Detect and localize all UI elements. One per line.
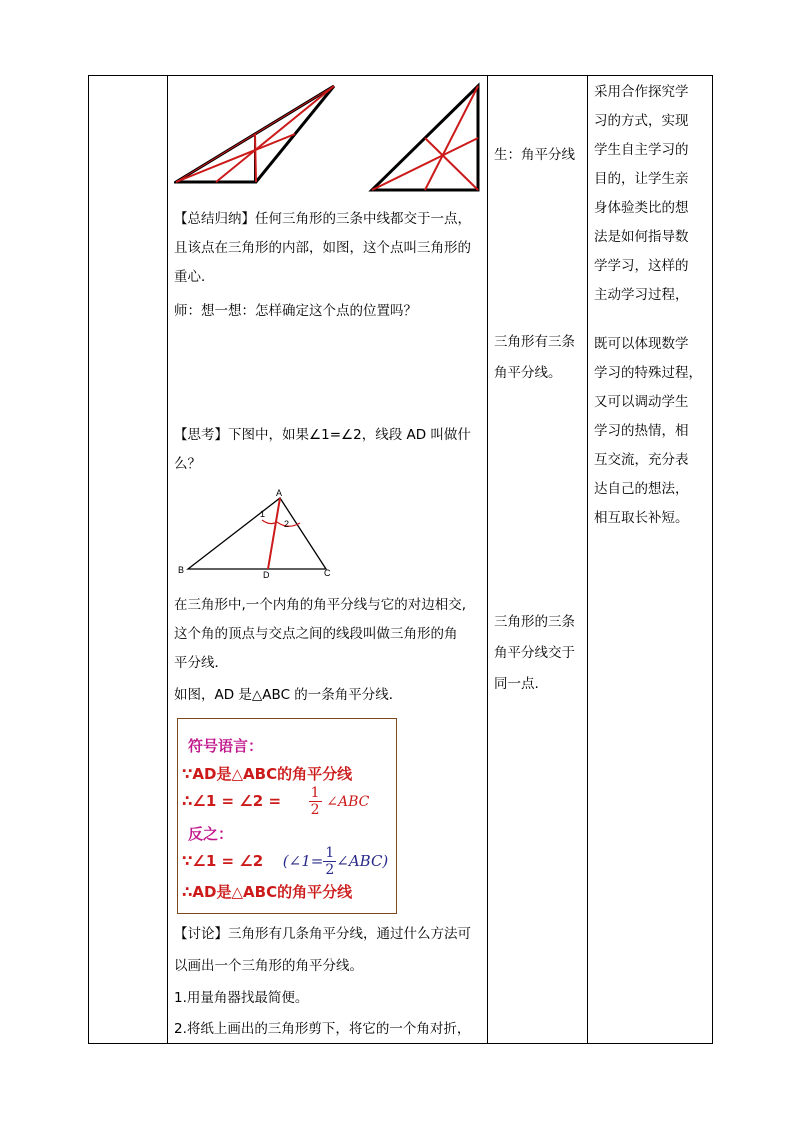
- example-text: 如图，AD 是△ABC 的一条角平分线．: [174, 687, 403, 703]
- note1-line-2: 角平分线。: [494, 365, 562, 381]
- intent-line: 习的方式，实现: [594, 113, 689, 129]
- symbol-title: 符号语言：: [188, 737, 264, 755]
- note1-line-1: 三角形有三条: [494, 334, 575, 350]
- summary-line-1: 【总结归纳】任何三角形的三条中线都交于一点，: [174, 211, 471, 227]
- intent-line: 主动学习过程，: [594, 287, 689, 303]
- symbol-language-box: [177, 718, 397, 914]
- symbol-line-4: ∴AD是△ABC的角平分线: [182, 883, 353, 901]
- student-column: [488, 76, 588, 1044]
- blank-column: [89, 76, 168, 1044]
- symbol-line-3: ∵∠1 = ∠2 (∠1= $\frac{1}{2}$ ∠ABC): [182, 845, 389, 878]
- symbol-line-2: ∴∠1 = ∠2 = $\frac{1}{2}$ ∠ABC: [182, 785, 370, 818]
- think-line-1: 【思考】下图中，如果∠1=∠2，线段 AD 叫做什: [174, 427, 471, 443]
- summary-line-2: 且该点在三角形的内部，如图，这个点叫三角形的: [174, 240, 471, 256]
- definition-line-2: 这个角的顶点与交点之间的线段叫做三角形的角: [174, 626, 458, 642]
- definition-line-3: 平分线．: [174, 655, 228, 671]
- intent-line: 达自己的想法，: [594, 481, 689, 497]
- triangle-abc-figure: [178, 486, 338, 578]
- intent-line: 相互取长补短。: [594, 510, 689, 526]
- design-intent-column: [588, 76, 713, 1044]
- centroid-figures: [174, 82, 484, 197]
- intent-line: 学生自主学习的: [594, 142, 689, 158]
- method-2: 2.将纸上画出的三角形剪下，将它的一个角对折，: [174, 1021, 471, 1037]
- content-column: [168, 76, 488, 1044]
- intent-line: 身体验类比的想: [594, 200, 689, 216]
- method-1: 1.用量角器找最简便。: [174, 990, 309, 1006]
- angle-bisector-ad: [268, 498, 280, 569]
- discussion-line-1: 【讨论】三角形有几条角平分线，通过什么方法可: [174, 926, 471, 942]
- label-angle-2: 2: [284, 519, 290, 529]
- intent-line: 互交流，充分表: [594, 452, 689, 468]
- label-a: A: [276, 488, 283, 498]
- converse-title: 反之：: [188, 825, 234, 843]
- label-c: C: [324, 568, 331, 578]
- definition-line-1: 在三角形中,一个内角的角平分线与它的对边相交,: [174, 597, 467, 613]
- intent-line: 目的，让学生亲: [594, 171, 689, 187]
- obtuse-triangle-figure: [176, 86, 334, 182]
- label-d: D: [263, 570, 270, 578]
- think-line-2: 么？: [174, 456, 201, 472]
- intent-line: 采用合作探究学: [594, 84, 689, 100]
- teacher-question: 师：想一想：怎样确定这个点的位置吗？: [174, 303, 417, 319]
- summary-line-3: 重心．: [174, 269, 215, 285]
- discussion-line-2: 以画出一个三角形的角平分线。: [174, 958, 363, 974]
- note2-line-2: 角平分线交于: [494, 645, 575, 661]
- symbol-line-1: ∵AD是△ABC的角平分线: [182, 765, 353, 783]
- angle-1-arc: [262, 520, 277, 524]
- triangle-abc: [188, 498, 326, 569]
- design-intent-text: [588, 76, 712, 1043]
- intent-line: 学学习，这样的: [594, 258, 689, 274]
- label-b: B: [178, 565, 185, 575]
- student-answer: 生：角平分线: [494, 147, 575, 163]
- intent-line: 又可以调动学生: [594, 394, 689, 410]
- intent-line: 学习的特殊过程，: [594, 365, 702, 381]
- lesson-table: [88, 75, 713, 1044]
- intent-line: 法是如何指导数: [594, 229, 689, 245]
- label-angle-1: 1: [260, 509, 266, 519]
- note2-line-3: 同一点.: [494, 676, 539, 692]
- intent-line: 学习的热情，相: [594, 423, 689, 439]
- intent-line: 既可以体现数学: [594, 336, 689, 352]
- note2-line-1: 三角形的三条: [494, 614, 575, 630]
- right-triangle-figure: [372, 86, 478, 190]
